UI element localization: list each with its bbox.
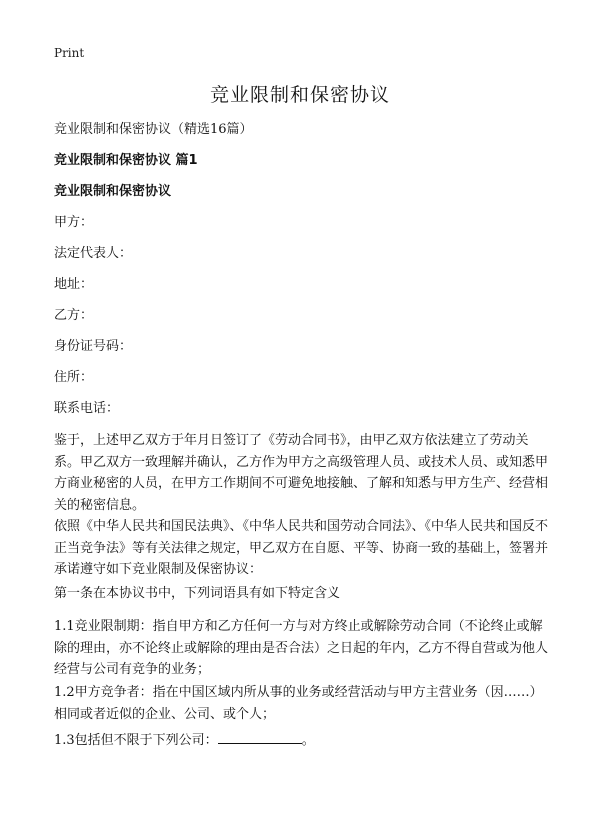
field-party-a: 甲方： bbox=[54, 215, 94, 230]
clause-1-3-suffix: 。 bbox=[301, 733, 315, 748]
field-party-b: 乙方： bbox=[54, 308, 94, 323]
field-address: 地址： bbox=[54, 277, 94, 292]
paragraph-clause-1-2: 1.2甲方竞争者：指在中国区域内所从事的业务或经营活动与甲方主营业务（因……）相同或者近似的企业、公司、或个人； bbox=[54, 685, 543, 722]
print-button[interactable]: Print bbox=[54, 46, 85, 60]
paragraph-article-one: 第一条在本协议书中，下列词语具有如下特定含义 bbox=[54, 586, 341, 601]
page-title: 竞业限制和保密协议 bbox=[209, 84, 390, 106]
paragraph-clause-1-1: 1.1竞业限制期：指自甲方和乙方任何一方与对方终止或解除劳动合同（不论终止或解除的理由，亦不论终止或解除的理由是否合法）之日起的年内，乙方不得自营或为他人经营与公司有竞争的业务； bbox=[54, 619, 549, 677]
agreement-heading: 竞业限制和保密协议 bbox=[54, 184, 172, 199]
document-subtitle: 竞业限制和保密协议（精选16篇） bbox=[54, 122, 253, 137]
field-residence: 住所： bbox=[54, 370, 94, 385]
paragraph-legal-basis: 依照《中华人民共和国民法典》、《中华人民共和国劳动合同法》、《中华人民共和国反不正当竞争法》等有关法律之规定，甲乙双方在自愿、平等、协商一致的基础上，签署并承诺遵守如下竞业限制及保密协议： bbox=[54, 519, 549, 577]
company-blank-line bbox=[218, 731, 302, 744]
field-phone: 联系电话： bbox=[54, 401, 120, 416]
clause-1-3-text: 1.3包括但不限于下列公司： bbox=[54, 733, 218, 748]
paragraph-clause-1-3 bbox=[54, 730, 315, 751]
paragraph-recitals: 鉴于，上述甲乙双方于年月日签订了《劳动合同书》，由甲乙双方依法建立了劳动关系。甲乙双方一致理解并确认，乙方作为甲方之高级管理人员、或技术人员、或知悉甲方商业秘密的人员，在甲方工作期间不可避免地接触、了解和知悉与甲方生产、经营相关的秘密信息。 bbox=[54, 433, 549, 513]
section-heading: 竞业限制和保密协议 篇1 bbox=[54, 153, 198, 168]
field-id-number: 身份证号码： bbox=[54, 339, 133, 354]
field-legal-representative: 法定代表人： bbox=[54, 246, 133, 261]
